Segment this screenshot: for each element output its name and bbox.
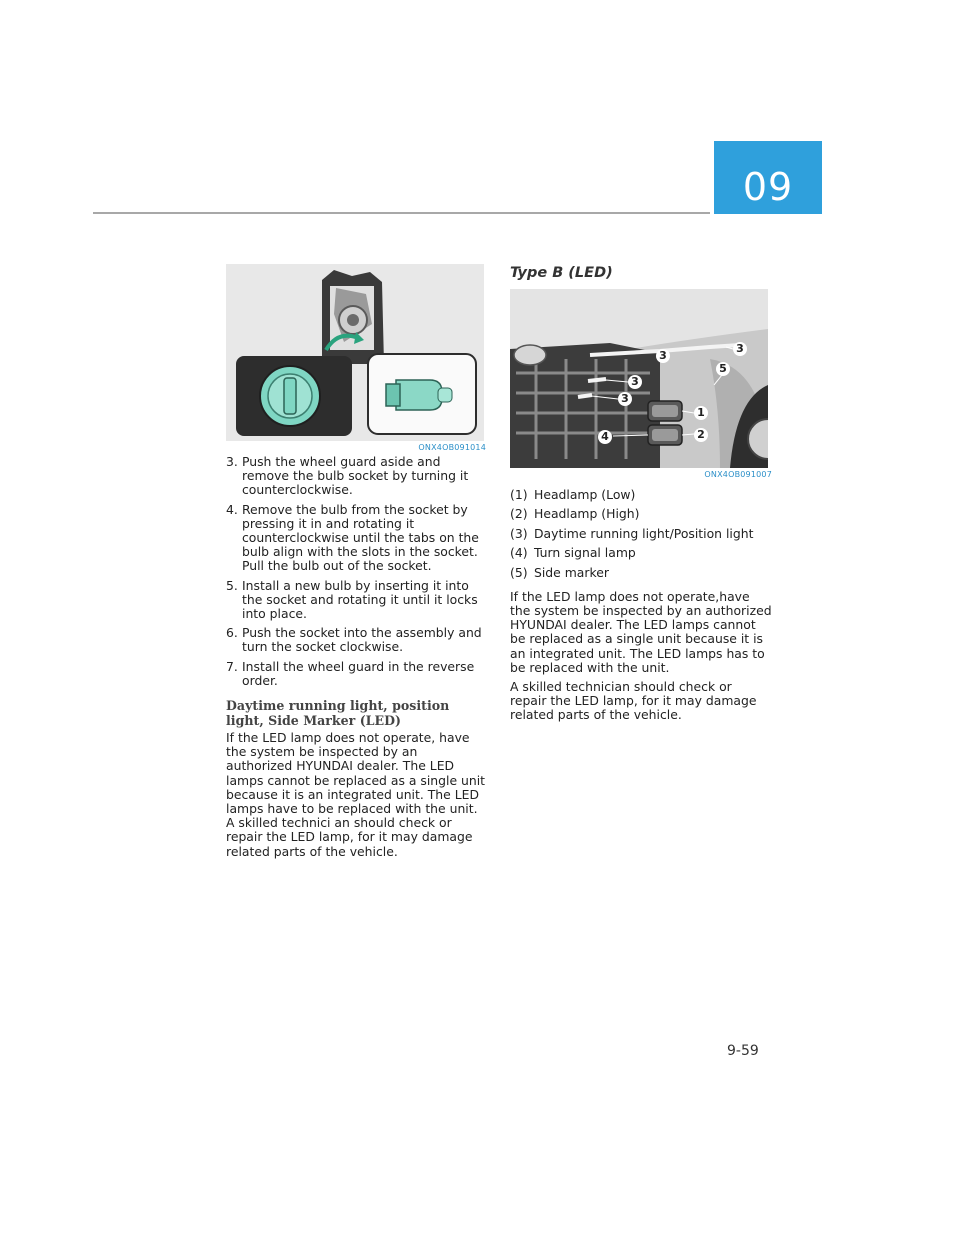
list-item <box>510 507 772 521</box>
legend-label: Headlamp (Low) <box>534 487 636 502</box>
list-item <box>510 488 772 502</box>
callout-1: 1 <box>694 406 708 420</box>
callout-3: 3 <box>628 375 642 389</box>
list-item <box>510 566 772 580</box>
step-number: 3. <box>226 454 238 469</box>
legend-number: (2) <box>510 506 528 522</box>
callout-3: 3 <box>733 342 747 356</box>
step-text: Install the wheel guard in the reverse order. <box>242 658 475 688</box>
right-column <box>510 264 772 728</box>
bulb-socket-figure <box>226 264 484 441</box>
legend-label: Side marker <box>534 564 609 580</box>
callout-2: 2 <box>694 428 708 442</box>
left-column <box>226 264 486 864</box>
list-item <box>226 503 486 574</box>
callout-4: 4 <box>598 430 612 444</box>
right-paragraphs <box>510 590 772 723</box>
type-heading: Type B (LED) <box>510 265 613 281</box>
led-headlamp-figure <box>510 289 768 468</box>
legend-label: Daytime running light/Position light <box>534 525 754 541</box>
list-item <box>226 626 486 654</box>
callout-3: 3 <box>656 349 670 363</box>
legend-number: (4) <box>510 545 528 561</box>
step-text: Push the wheel guard aside and remove the bulb socket by turning it counterclockwise. <box>242 454 469 498</box>
list-item <box>226 660 486 688</box>
legend-number: (5) <box>510 564 528 580</box>
step-text: Push the socket into the assembly and turn the socket clockwise. <box>242 625 482 655</box>
header-rule <box>93 212 710 214</box>
section-heading: Daytime running light, position light, Side Marker (LED) <box>226 698 450 729</box>
section-paragraph: If the LED lamp does not operate, have the system be inspected by an authorized HYUNDAI dealer. The LED lamps cannot be replaced as a single unit because it is an integrated unit. The LED lamps have to be replaced with the unit. A skilled technici an should check or repair the LED lamp, for it may damage related parts of the vehicle. <box>226 730 486 859</box>
legend-label: Turn signal lamp <box>534 545 636 561</box>
bulb-socket-illustration <box>226 264 484 441</box>
figure-code: ONX4OB091014 <box>418 443 486 452</box>
list-item <box>226 455 486 498</box>
technician-paragraph: A skilled technician should check or repair the LED lamp, for it may damage related parts of the vehicle. <box>510 678 757 723</box>
step-number: 6. <box>226 625 238 641</box>
list-item <box>510 546 772 560</box>
callout-3: 3 <box>618 392 632 406</box>
legend-label: Headlamp (High) <box>534 506 640 522</box>
list-item <box>226 579 486 622</box>
list-item <box>510 527 772 541</box>
step-text: Remove the bulb from the socket by pressing it in and rotating it counterclockwise until the tabs on the bulb align with the slots in the socket. Pull the bulb out of the socket. <box>242 501 479 574</box>
step-number: 4. <box>226 501 238 517</box>
step-number: 7. <box>226 658 238 674</box>
legend-number: (3) <box>510 525 528 541</box>
step-text: Install a new bulb by inserting it into the socket and rotating it until it locks into place. <box>242 577 478 622</box>
led-notice-paragraph: If the LED lamp does not operate,have the system be inspected by an authorized HYUNDAI dealer. The LED lamps cannot be replaced as a single unit because it is an integrated unit. The LED lamps has to be replaced with the unit. <box>510 588 772 675</box>
page-number: 9-59 <box>727 1043 759 1059</box>
figure-code: ONX4OB091007 <box>704 470 772 479</box>
figure-legend <box>510 488 772 580</box>
procedure-steps <box>226 455 486 688</box>
chapter-tab: 09 <box>714 141 822 214</box>
callout-5: 5 <box>716 362 730 376</box>
legend-number: (1) <box>510 487 528 502</box>
step-number: 5. <box>226 577 238 593</box>
